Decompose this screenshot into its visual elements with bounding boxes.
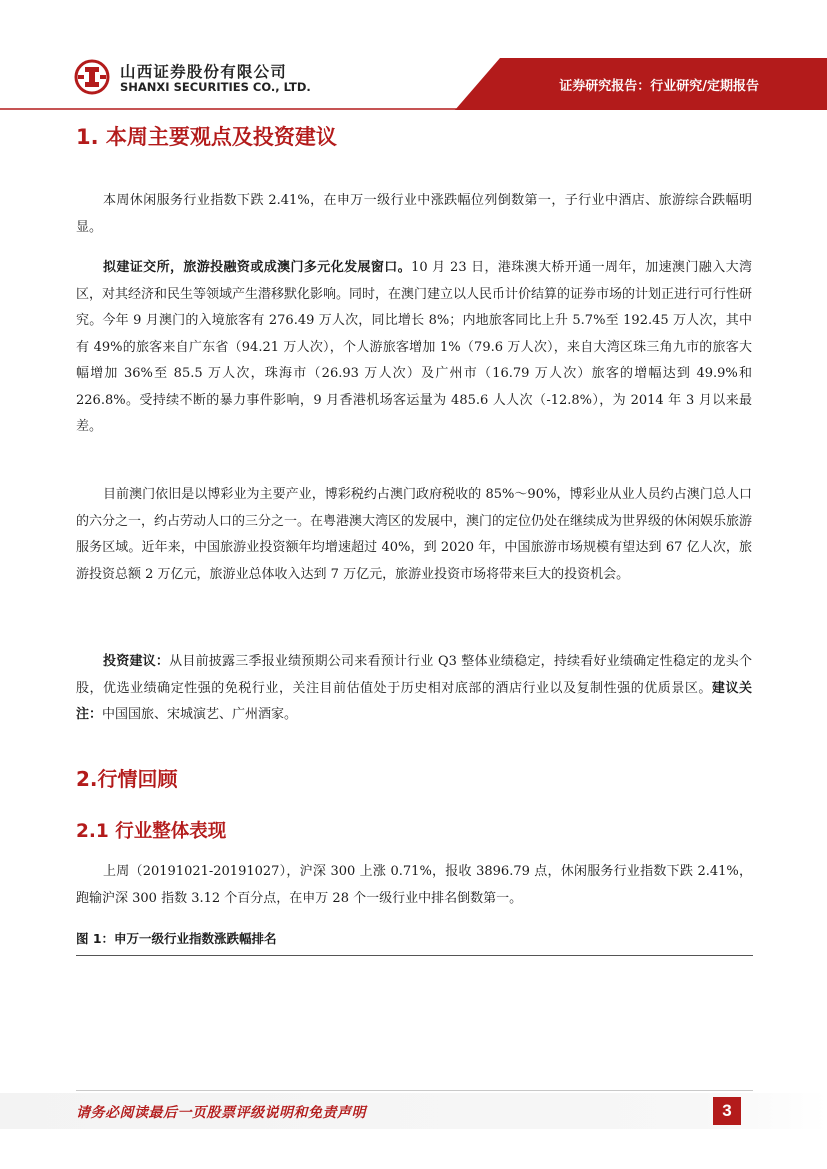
paragraph-market-review: 上周（20191021-20191027），沪深 300 上涨 0.71%，报收 3896.79 点，休闲服务行业指数下跌 2.41%，跑输沪深 300 指数 3.12 个百分点，在申万 28 个一级行业中排名倒数第一。 <box>76 864 752 906</box>
page-number: 3 <box>713 1097 741 1125</box>
paragraph-investment-advice <box>76 649 752 729</box>
footer-disclaimer: 请务必阅读最后一页股票评级说明和免责声明 <box>76 1105 366 1121</box>
figure-caption: 图 1：申万一级行业指数涨跌幅排名 <box>76 931 277 946</box>
paragraph-lead-bold: 拟建证交所，旅游投融资或成澳门多元化发展窗口。 <box>103 260 412 275</box>
paragraph-industry-index: 本周休闲服务行业指数下跌 2.41%，在申万一级行业中涨跌幅位列倒数第一，子行业中酒店、旅游综合跌幅明显。 <box>76 193 752 235</box>
paragraph-macau-exchange <box>76 255 752 441</box>
footer-divider <box>76 1090 753 1091</box>
paragraph-macau-gaming: 目前澳门依旧是以博彩业为主要产业，博彩税约占澳门政府税收的 85%～90%，博彩业从业人员约占澳门总人口的六分之一，约占劳动人口的三分之一。在粤港澳大湾区的发展中，澳门的定位仍处在继续成为世界级的休闲娱乐旅游服务区域。近年来，中国旅游业投资额年均增速超过 40%，到 2020 年，中国旅游市场规模有望达到 67 亿人次，旅游投资总额 2 万亿元，旅游业总体收入达到 7 万亿元，旅游业投资市场将带来巨大的投资机会。 <box>76 487 753 582</box>
section-2-title: 2.行情回顾 <box>76 767 178 791</box>
recommend-label: 建议关注： <box>76 680 752 722</box>
recommend-text: 中国国旅、宋城演艺、广州酒家。 <box>102 707 298 722</box>
company-name-cn: 山西证券股份有限公司 <box>120 63 288 81</box>
section-1-title: 1. 本周主要观点及投资建议 <box>76 125 337 149</box>
paragraph-body: 10 月 23 日，港珠澳大桥开通一周年，加速澳门融入大湾区，对其经济和民生等领域产生潜移默化影响。同时，在澳门建立以人民币计价结算的证券市场的计划正进行可行性研究。今年 9 月澳门的入境旅客有 276.49 万人次，同比增长 8%；内地旅客同比上升 5.7%至 192.45 万人次，其中有 49%的旅客来自广东省（94.21 万人次），个人游旅客增加 1%（79.6 万人次），来自大湾区珠三角九市的旅客大幅增加 36%至 85.5 万人次，珠海市（26.93 万人次）及广州市（16.79 万人次）旅客的增幅达到 49.9%和 226.8%。受持续不断的暴力事件影响，9 月香港机场客运量为 485.6 人人次（-12.8%），为 2014 年 3 月以来最差。 <box>76 260 753 434</box>
section-2-1-title: 2.1 行业整体表现 <box>76 821 227 842</box>
investment-advice-label: 投资建议： <box>103 654 170 669</box>
report-type-label: 证券研究报告：行业研究/定期报告 <box>559 79 759 94</box>
figure-divider <box>76 955 753 956</box>
page-header <box>0 0 827 110</box>
company-logo-icon <box>74 59 110 95</box>
investment-advice-text: 从目前披露三季报业绩预期公司来看预计行业 Q3 整体业绩稳定，持续看好业绩确定性稳定的龙头个股，优选业绩确定性强的免税行业，关注目前估值处于历史相对底部的酒店行业以及复制性强的优质景区。 <box>76 654 752 696</box>
company-name-en: SHANXI SECURITIES CO., LTD. <box>120 80 311 94</box>
